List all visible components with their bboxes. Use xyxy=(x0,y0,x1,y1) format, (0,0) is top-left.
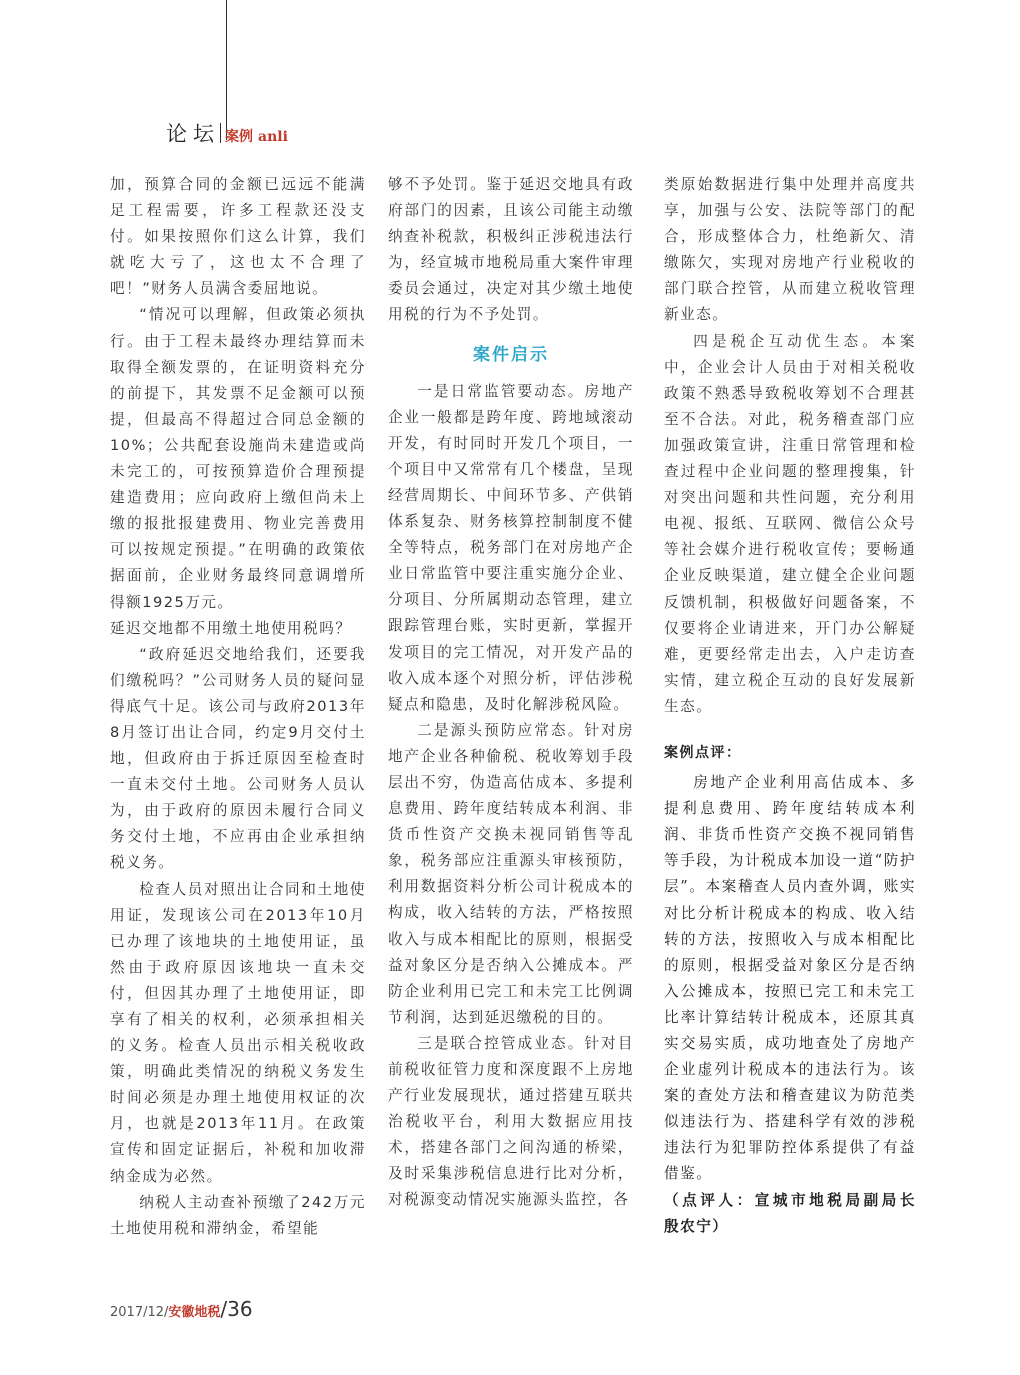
section-heading: 案件启示 xyxy=(473,344,549,365)
paragraph: 够不予处罚。鉴于延迟交地具有政府部门的因素，且该公司能主动缴纳查补税款，积极纠正涉税违法行为，经宣城市地税局重大案件审理委员会通过，决定对其少缴土地使用税的行为不予处罚。 xyxy=(388,176,634,324)
case-review xyxy=(664,740,933,1240)
review-title: 案例点评： xyxy=(664,744,742,761)
paragraph: 纳税人主动查补预缴了242万元土地使用税和滞纳金，希望能 xyxy=(110,1193,366,1237)
page-header xyxy=(166,118,288,148)
paragraph: 类原始数据进行集中处理并高度共享，加强与公安、法院等部门的配合，形成整体合力，杜绝新欠、清缴陈欠，实现对房地产行业税收的部门联合控管，从而建立税收管理新业态。 xyxy=(664,176,916,324)
issue-date: 2017/12/ xyxy=(110,1305,169,1320)
paragraph: 四是税企互动优生态。本案中，企业会计人员由于对相关税收政策不熟悉导致税收筹划不合理甚至不合法。对此，税务稽查部门应加强政策宣讲，注重日常管理和检查过程中企业问题的整理搜集，针对突出问题和共性问题，充分利用电视、报纸、互联网、微信公众号等社会媒介进行税收宣传；要畅通企业反映渠道，建立健全企业问题反馈机制，积极做好问题备案，不仅要将企业请进来，开门办公解疑难，更要经常走出去，入户走访查实情，建立税企互动的良好发展新生态。 xyxy=(664,332,916,715)
paragraph: 加，预算合同的金额已远远不能满足工程需要，许多工程款还没支付。如果按照你们这么计算，我们就吃大亏了，这也太不合理了吧！”财务人员满含委屈地说。 xyxy=(110,176,366,298)
subheading-question: 延迟交地都不用缴土地使用税吗？ xyxy=(110,619,352,637)
page-footer xyxy=(110,1297,253,1321)
section-label-en: anli xyxy=(258,129,288,145)
paragraph: 一是日常监管要动态。房地产企业一般都是跨年度、跨地域滚动开发，有时同时开发几个项目，一个项目中又常常有几个楼盘，呈现经营周期长、中间环节多、产供销体系复杂、财务核算控制制度不健全等特点，税务部门在对房地产企业日常监管中要注重实施分企业、分项目、分所属期动态管理，建立跟踪管理台账，实时更新，掌握开发项目的完工情况，对开发产品的收入成本逐个对照分析，评估涉税疑点和隐患，及时化解涉税风险。 xyxy=(388,382,634,713)
paragraph: “情况可以理解，但政策必须执行。由于工程未最终办理结算而未取得全额发票的，在证明资料充分的前提下，其发票不足金额可以预提，但最高不得超过合同总金额的10%；公共配套设施尚未建造或尚未完工的，可按预算造价合理预提建造费用；应向政府上缴但尚未上缴的报批报建费用、物业完善费用可以按规定预提。”在明确的政策依据面前，企业财务最终同意调增所得额1925万元。 xyxy=(110,306,366,611)
paragraph: 三是联合控管成业态。针对目前税收征管力度和深度跟不上房地产行业发展现状，通过搭建互联共治税收平台，利用大数据应用技术，搭建各部门之间沟通的桥梁，及时采集涉税信息进行比对分析，对税源变动情况实施源头监控，各 xyxy=(388,1034,634,1209)
paragraph: “政府延迟交地给我们，还要我们缴税吗？”公司财务人员的疑问显得底气十足。该公司与政府2013年8月签订出让合同，约定9月交付土地，但政府由于拆迁原因至检查时一直未交付土地。公司财务人员认为，由于政府的原因未履行合同义务交付土地，不应再由企业承担纳税义务。 xyxy=(110,645,366,872)
forum-title: 论坛 xyxy=(166,122,220,146)
reviewer-credit: （点评人：宣城市地税局副局长 殷农宁） xyxy=(664,1191,933,1235)
header-separator xyxy=(220,123,221,143)
page-number: 36 xyxy=(227,1297,253,1321)
section-label-cn: 案例 xyxy=(225,129,253,145)
column-1 xyxy=(110,172,366,1242)
column-3 xyxy=(664,172,933,1240)
review-body: 房地产企业利用高估成本、多提利息费用、跨年度结转成本利润、非货币性资产交换不视同销售等手段，为计税成本加设一道“防护层”。本案稽查人员内查外调，账实对比分析计税成本的构成、收入结转的方法，按照收入与成本相配比的原则，根据受益对象区分是否纳入公摊成本，按照已完工和未完工比率计算结转计税成本，还原其真实交易实质，成功地查处了房地产企业虚列计税成本的违法行为。该案的查处方法和稽查建议为防范类似违法行为、搭建科学有效的涉税违法行为犯罪防控体系提供了有益借鉴。 xyxy=(664,774,916,1183)
page-slash: / xyxy=(220,1297,228,1321)
paragraph: 检查人员对照出让合同和土地使用证，发现该公司在2013年10月已办理了该地块的土地使用证，虽然由于政府原因该地块一直未交付，但因其办理了土地使用证，即享有了相关的权利，必须承担相关的义务。检查人员出示相关税收政策，明确此类情况的纳税义务发生时间必须是办理土地使用权证的次月，也就是2013年11月。在政策宣传和固定证据后，补税和加收滞纳金成为必然。 xyxy=(110,880,366,1185)
magazine-name: 安徽地税 xyxy=(168,1305,221,1320)
paragraph: 二是源头预防应常态。针对房地产企业各种偷税、税收筹划手段层出不穷，伪造高估成本、多提利息费用、跨年度结转成本利润、非货币性资产交换未视同销售等乱象，税务部应注重源头审核预防，利用数据资料分析公司计税成本的构成，收入结转的方法，严格按照收入与成本相配比的原则，根据受益对象区分是否纳入公摊成本。严防企业利用已完工和未完工比例调节利润，达到延迟缴税的目的。 xyxy=(388,721,634,1026)
column-2 xyxy=(388,172,634,1214)
